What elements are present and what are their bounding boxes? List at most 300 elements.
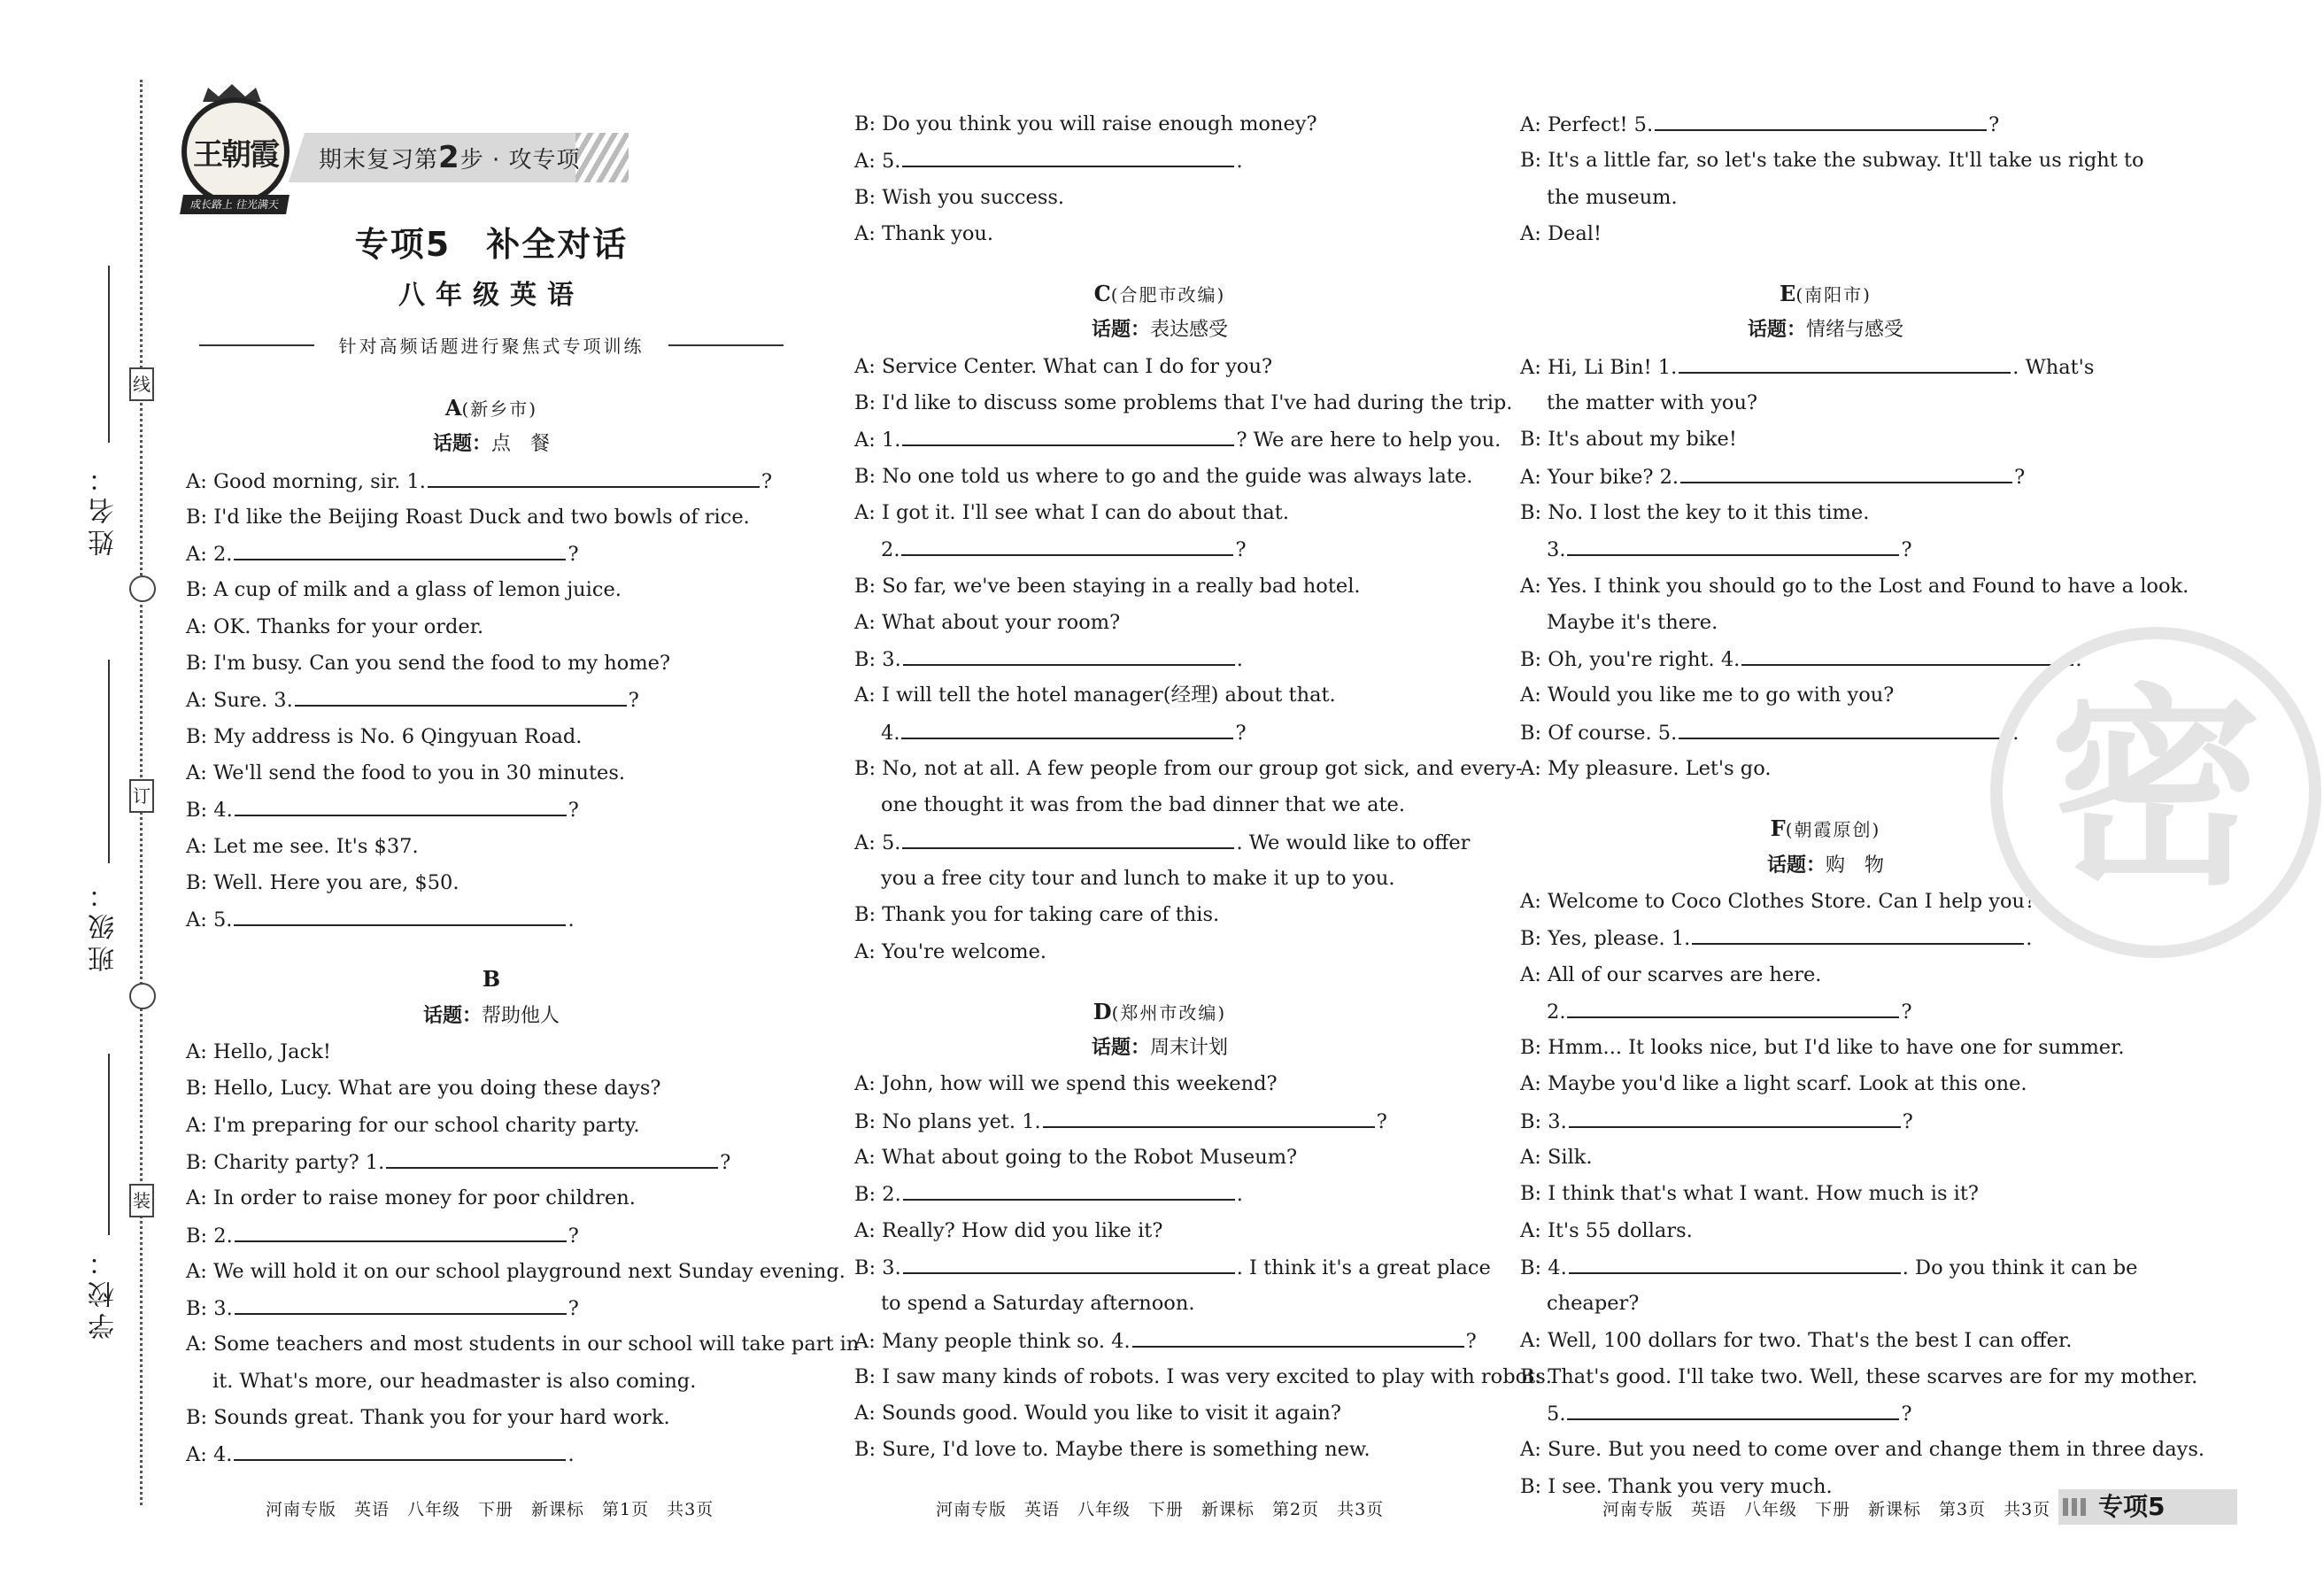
dialogue-text: 3.	[1547, 538, 1566, 562]
dialogue-text: B: So far, we've been staying in a really bad hotel.	[854, 574, 1361, 598]
dialogue-line	[186, 901, 797, 938]
dialogue-text: it. What's more, our headmaster is also coming.	[212, 1369, 697, 1393]
banner-step: 2	[438, 140, 460, 175]
answer-blank[interactable]	[1132, 1323, 1464, 1348]
section-letter: D	[1093, 998, 1112, 1024]
dialogue-text: A: I got it. I'll see what I can do about that.	[854, 500, 1290, 524]
corner-tag: 专项5	[2098, 1492, 2166, 1521]
dialogue-text: B: A cup of milk and a glass of lemon juice.	[186, 578, 622, 602]
dialogue-text: 5.	[1547, 1402, 1566, 1426]
topic-label: 话题：	[1747, 319, 1806, 342]
dialogue-text: A: 5.	[854, 150, 901, 174]
section-title-a	[186, 390, 797, 426]
dialogue-text: B: 3.	[1520, 1109, 1567, 1133]
dialogue-text: B: 2.	[854, 1183, 901, 1207]
answer-blank[interactable]	[235, 792, 567, 816]
dialogue-text: B: 3.	[186, 1297, 233, 1321]
dialogue-text: 4.	[881, 721, 900, 745]
dialogue-text-after: ?	[1902, 1109, 1913, 1133]
dialogue-text: A: It's 55 dollars.	[1520, 1218, 1693, 1242]
dialogue-text: A: John, how will we spend this weekend?	[854, 1072, 1278, 1096]
answer-blank[interactable]	[235, 1290, 567, 1315]
answer-blank[interactable]	[903, 1249, 1235, 1274]
dialogue-line	[854, 1359, 1552, 1395]
dialogue-line	[186, 1364, 797, 1400]
dialogue-text: A: My pleasure. Let's go.	[1520, 757, 1772, 781]
cut-mark-ding: 订	[129, 779, 154, 813]
dialogue-line	[1520, 993, 2131, 1030]
dialogue-text: B: 3.	[854, 648, 901, 672]
dialogue-text-after: ?	[567, 543, 579, 567]
topic-label: 话题：	[1091, 1037, 1150, 1060]
dialogue-text: B: 2.	[186, 1224, 233, 1248]
dialogue-line	[1520, 1066, 2131, 1102]
banner-pre: 期末复习第	[319, 147, 439, 174]
dialogue-text: A: You're welcome.	[854, 939, 1047, 963]
header-logo-banner	[173, 84, 633, 226]
dialogue-text: B: Well. Here you are, $50.	[186, 870, 459, 894]
dialogue-line	[186, 499, 797, 536]
dialogue-text: A: Deal!	[1520, 221, 1602, 245]
dialogue-text-after: . We would like to offer	[1236, 831, 1471, 854]
dialogue-line	[1520, 1030, 2131, 1066]
dialogue-line	[854, 1249, 1491, 1286]
dialogue-text: A: I will tell the hotel manager(经理) about that.	[854, 684, 1336, 707]
dialogue-line	[1520, 1286, 2131, 1322]
dialogue-text-after: ?	[628, 689, 639, 713]
dialogue-line	[186, 572, 797, 608]
dialogue-line	[854, 1140, 1465, 1176]
dialogue-line	[1520, 531, 2131, 568]
answer-blank[interactable]	[235, 1217, 567, 1242]
dialogue-text-after: ?	[761, 469, 773, 493]
dialogue-text: A: Yes. I think you should go to the Lost and Found to have a look.	[1520, 574, 2189, 598]
dialogue-text: A: Hello, Jack!	[186, 1040, 331, 1064]
dialogue-text: B: I'd like to discuss some problems that I've had during the trip.	[854, 391, 1513, 415]
dialogue-line	[854, 1066, 1465, 1102]
column-1	[186, 390, 860, 1473]
dialogue-line	[1520, 349, 2131, 385]
dialogue-text: A: What about going to the Robot Museum?	[854, 1146, 1298, 1170]
dialogue-line	[854, 421, 1502, 458]
dialogue-line	[854, 531, 1465, 568]
dialogue-line	[186, 1326, 860, 1363]
section-letter: A	[444, 395, 462, 421]
dialogue-text: 2.	[1547, 1000, 1566, 1024]
dialogue-text: B: 4.	[186, 799, 233, 823]
dialogue-text: 2.	[881, 538, 900, 562]
dialogue-line	[854, 751, 1523, 787]
cut-mark-xian: 线	[129, 367, 154, 401]
dialogue-text: A: Would you like me to go with you?	[1520, 684, 1895, 707]
cut-circle-icon	[129, 983, 156, 1009]
answer-blank[interactable]	[234, 901, 566, 926]
dialogue-line	[854, 605, 1465, 641]
dialogue-line	[186, 609, 797, 645]
answer-blank[interactable]	[1043, 1103, 1375, 1128]
dialogue-text-after: ?	[2014, 465, 2026, 489]
answer-blank[interactable]	[1569, 1103, 1901, 1128]
dialogue-line	[854, 1213, 1465, 1249]
answer-blank[interactable]	[1567, 1395, 1899, 1420]
section-source: (南阳市)	[1795, 284, 1872, 306]
section-gap	[1520, 252, 2131, 275]
name-field-label: 姓名：	[89, 460, 120, 556]
confidential-watermark-icon	[1988, 624, 2324, 961]
answer-blank[interactable]	[234, 1436, 566, 1461]
dialogue-line	[854, 1103, 1465, 1140]
dialogue-line	[186, 1144, 797, 1180]
topic-label: 话题：	[1091, 319, 1150, 342]
cut-circle-icon	[129, 576, 156, 602]
dialogue-text: B: Sure, I'd love to. Maybe there is something new.	[854, 1438, 1370, 1462]
dialogue-text: B: I see. Thank you very much.	[1520, 1474, 1833, 1498]
dialogue-text: B: Wish you success.	[854, 185, 1065, 209]
dialogue-line	[854, 1432, 1465, 1468]
answer-blank[interactable]	[902, 824, 1234, 849]
dialogue-line	[1520, 180, 2131, 216]
dialogue-text: A: Well, 100 dollars for two. That's the best I can offer.	[1520, 1328, 2073, 1352]
dialogue-line	[1520, 1432, 2205, 1468]
dialogue-text: A: Many people think so. 4.	[854, 1329, 1131, 1353]
dialogue-text-after: .	[1236, 648, 1243, 672]
dialogue-line	[854, 106, 1465, 143]
dialogue-text: B: I saw many kinds of robots. I was very excited to play with robots.	[854, 1364, 1552, 1388]
dialogue-text: B: My address is No. 6 Qingyuan Road.	[186, 724, 583, 748]
footer-page-3: 河南专版 英语 八年级 下册 新课标 第3页 共3页	[1602, 1500, 2051, 1519]
dialogue-line	[1520, 1213, 2131, 1249]
section-topic-e	[1520, 312, 2131, 348]
section-source: (朝霞原创)	[1785, 819, 1881, 841]
dialogue-text: A: 1.	[854, 429, 901, 452]
banner-post: 步 · 攻专项	[459, 147, 581, 174]
dialogue-line	[854, 143, 1465, 179]
dialogue-text: A: Maybe you'd like a light scarf. Look at this one.	[1520, 1072, 2027, 1096]
dialogue-line	[854, 897, 1465, 933]
answer-blank[interactable]	[902, 421, 1234, 446]
banner-stripes	[575, 133, 629, 182]
dialogue-text: A: 5.	[854, 831, 901, 854]
dialogue-line	[1520, 957, 2131, 993]
answer-blank[interactable]	[1692, 920, 2024, 945]
dialogue-text: A: OK. Thanks for your order.	[186, 614, 484, 638]
dialogue-text: B: Of course. 5.	[1520, 721, 1678, 745]
answer-blank[interactable]	[1655, 106, 1987, 131]
dialogue-line	[854, 349, 1465, 385]
dialogue-text: Maybe it's there.	[1547, 610, 1718, 634]
dialogue-line	[186, 536, 797, 572]
dialogue-text-after: ?	[1901, 1402, 1912, 1426]
section-title-c	[854, 275, 1465, 312]
dialogue-text: B: No one told us where to go and the guide was always late.	[854, 464, 1473, 488]
dialogue-text: cheaper?	[1547, 1292, 1640, 1316]
dialogue-text: to spend a Saturday afternoon.	[881, 1292, 1195, 1316]
dialogue-text-after: .	[2026, 927, 2033, 951]
dialogue-line	[186, 1070, 797, 1107]
answer-blank[interactable]	[901, 531, 1233, 556]
dialogue-line	[186, 1217, 797, 1254]
dialogue-text: A: I'm preparing for our school charity party.	[186, 1113, 640, 1137]
dialogue-line	[854, 1323, 1477, 1359]
dialogue-line	[1520, 1176, 2131, 1212]
topic-label: 话题：	[422, 1004, 482, 1027]
dialogue-text-after: ?	[1988, 113, 2000, 136]
section-gap	[854, 252, 1465, 275]
section-letter: E	[1780, 281, 1796, 307]
dialogue-text: A: We'll send the food to you in 30 minutes.	[186, 761, 626, 784]
brand-logo	[181, 97, 290, 205]
dialogue-text: B: No. I lost the key to it this time.	[1520, 500, 1870, 524]
dialogue-text: B: It's a little far, so let's take the subway. It'll take us right to	[1520, 149, 2144, 173]
dialogue-text: A: 5.	[186, 908, 233, 932]
dialogue-line	[854, 824, 1471, 861]
answer-blank[interactable]	[903, 641, 1235, 666]
dialogue-line	[186, 1436, 797, 1472]
dialogue-text-after: ? We are here to help you.	[1236, 429, 1502, 452]
dialogue-text-after: .	[567, 908, 575, 932]
dialogue-line	[1520, 216, 2131, 252]
section-topic-b	[186, 998, 797, 1034]
dialogue-text-after: ?	[1235, 721, 1247, 745]
dialogue-text: B: Charity party? 1.	[186, 1150, 385, 1174]
dialogue-text-after: .	[1236, 1183, 1243, 1207]
dialogue-line	[854, 495, 1465, 531]
dialogue-line	[186, 1034, 797, 1070]
topic-value: 点 餐	[491, 433, 551, 456]
dialogue-text: A: Sure. 3.	[186, 689, 293, 713]
footer-page-1: 河南专版 英语 八年级 下册 新课标 第1页 共3页	[266, 1500, 714, 1519]
answer-blank[interactable]	[1679, 715, 2011, 739]
dialogue-line	[854, 677, 1465, 714]
dialogue-text-after: ?	[1465, 1329, 1477, 1353]
topic-label: 话题：	[1766, 854, 1826, 877]
dialogue-line	[854, 180, 1465, 216]
class-field-line[interactable]	[108, 660, 110, 863]
dialogue-text: B: No plans yet. 1.	[854, 1109, 1041, 1133]
dialogue-line	[854, 934, 1465, 970]
dialogue-text: A: Good morning, sir. 1.	[186, 469, 426, 493]
dialogue-text: the museum.	[1547, 185, 1678, 209]
dialogue-text-after: ?	[567, 1297, 579, 1321]
dialogue-text-after: . What's	[2012, 355, 2095, 379]
topic-label: 话题：	[432, 433, 491, 456]
dialogue-text: B: Do you think you will raise enough money?	[854, 112, 1317, 135]
dialogue-line	[186, 1290, 797, 1326]
dialogue-line	[854, 216, 1465, 252]
answer-blank[interactable]	[903, 1176, 1235, 1201]
class-field-label: 班级：	[89, 877, 120, 972]
dialogue-line	[854, 715, 1465, 751]
dialogue-line	[186, 829, 797, 865]
dialogue-line	[186, 463, 797, 499]
dialogue-text: A: Welcome to Coco Clothes Store. Can I help you?	[1520, 889, 2036, 913]
binding-margin	[0, 0, 159, 1584]
answer-blank[interactable]	[902, 143, 1234, 167]
section-source: (新乡市)	[461, 398, 538, 420]
dialogue-text: A: Hi, Li Bin! 1.	[1520, 355, 1678, 379]
answer-blank[interactable]	[428, 463, 760, 488]
dialogue-text-after: . I think it's a great place	[1236, 1256, 1491, 1279]
dialogue-text: A: Let me see. It's $37.	[186, 834, 419, 858]
dialogue-text-after: ?	[1376, 1109, 1387, 1133]
answer-blank[interactable]	[386, 1144, 718, 1169]
dialogue-text: A: Really? How did you like it?	[854, 1218, 1163, 1242]
tagline: 针对高频话题进行聚焦式专项训练	[199, 332, 784, 358]
dialogue-line	[854, 1395, 1465, 1432]
dialogue-line	[1520, 421, 2131, 458]
answer-blank[interactable]	[295, 682, 627, 707]
answer-blank[interactable]	[1567, 993, 1899, 1018]
dialogue-line	[1520, 459, 2131, 495]
dialogue-text: B: Oh, you're right. 4.	[1520, 648, 1741, 672]
dialogue-line	[1520, 568, 2189, 605]
topic-value: 帮助他人	[482, 1004, 560, 1027]
section-title-b	[186, 961, 797, 997]
answer-blank[interactable]	[234, 536, 566, 560]
school-field-label: 学校：	[89, 1244, 120, 1340]
dialogue-text: you a free city tour and lunch to make it up to you.	[881, 866, 1395, 890]
dialogue-text: B: I'm busy. Can you send the food to my home?	[186, 652, 671, 676]
dialogue-text: A: 2.	[186, 543, 233, 567]
dialogue-text: A: What about your room?	[854, 610, 1121, 634]
dialogue-line	[1520, 143, 2144, 179]
section-gap	[186, 938, 797, 961]
dialogue-line	[854, 861, 1465, 897]
dialogue-text-after: ?	[720, 1150, 731, 1174]
section-topic-d	[854, 1030, 1465, 1066]
section-source: (合肥市改编)	[1110, 284, 1226, 306]
dialogue-text: B: Yes, please. 1.	[1520, 927, 1691, 951]
dialogue-text-after: .	[2075, 648, 2082, 672]
dialogue-line	[1520, 1395, 2131, 1432]
dialogue-line	[186, 682, 797, 718]
section-letter: C	[1093, 281, 1111, 307]
section-gap	[854, 970, 1465, 993]
dialogue-text: A: Perfect! 5.	[1520, 113, 1654, 136]
dialogue-line	[186, 719, 797, 755]
answer-blank[interactable]	[1569, 1249, 1901, 1274]
dialogue-line	[854, 568, 1465, 605]
dialogue-text: B: I think that's what I want. How much is it?	[1520, 1182, 1979, 1206]
topic-value: 情绪与感受	[1806, 319, 1904, 342]
section-title-e	[1520, 275, 2131, 312]
dialogue-line	[1520, 495, 2131, 531]
cut-mark-zhuang: 装	[129, 1184, 154, 1217]
dialogue-text: A: Some teachers and most students in our school will take part in	[186, 1333, 860, 1356]
dialogue-line	[186, 1180, 797, 1217]
dialogue-line	[1520, 385, 2131, 421]
dialogue-line	[186, 865, 797, 901]
dialogue-line	[854, 1176, 1465, 1212]
dialogue-text-after: .	[2012, 721, 2019, 745]
dialogue-text: A: We will hold it on our school playground next Sunday evening.	[186, 1259, 845, 1283]
dialogue-text: A: Service Center. What can I do for you?	[854, 354, 1273, 378]
school-field-line[interactable]	[108, 1054, 110, 1235]
dialogue-line	[1520, 1359, 2198, 1395]
dialogue-line	[186, 1108, 797, 1144]
dialogue-line	[186, 1400, 797, 1436]
dialogue-text: B: Hmm... It looks nice, but I'd like to have one for summer.	[1520, 1036, 2125, 1060]
dialogue-line	[1520, 1103, 2131, 1140]
dialogue-line	[854, 787, 1465, 823]
dialogue-text: B: Sounds great. Thank you for your hard work.	[186, 1406, 670, 1430]
dialogue-text: A: Your bike? 2.	[1520, 465, 1679, 489]
dialogue-text-after: ?	[567, 799, 579, 823]
logo-ribbon: 成长路上 往光满天	[180, 195, 290, 214]
dialogue-text: one thought it was from the bad dinner that we ate.	[881, 793, 1406, 817]
topic-value: 周末计划	[1150, 1037, 1229, 1060]
dialogue-line	[1520, 106, 2131, 143]
dialogue-text-after: ?	[1901, 1000, 1912, 1024]
topic-value: 购 物	[1826, 854, 1885, 877]
section-topic-a	[186, 426, 797, 462]
answer-blank[interactable]	[1679, 349, 2011, 374]
dialogue-text: A: Silk.	[1520, 1146, 1593, 1170]
dialogue-line	[186, 755, 797, 792]
dialogue-line	[854, 459, 1473, 495]
dialogue-line	[1520, 1323, 2131, 1359]
dialogue-line	[854, 385, 1513, 421]
dialogue-text: B: No, not at all. A few people from our group got sick, and every-	[854, 757, 1523, 781]
dialogue-text: the matter with you?	[1547, 391, 1758, 415]
page-subtitle: 八年级英语	[398, 280, 584, 311]
dialogue-line	[186, 645, 797, 682]
dialogue-text-after: ?	[1235, 538, 1247, 562]
dialogue-text: A: In order to raise money for poor children.	[186, 1186, 636, 1210]
dialogue-text: B: Hello, Lucy. What are you doing these days?	[186, 1077, 661, 1101]
section-topic-c	[854, 312, 1465, 348]
topic-value: 表达感受	[1150, 319, 1229, 342]
answer-blank[interactable]	[1567, 531, 1899, 556]
footer-page-2: 河南专版 英语 八年级 下册 新课标 第2页 共3页	[936, 1500, 1385, 1519]
dialogue-text-after: ?	[567, 1224, 579, 1248]
dialogue-text: B: 3.	[854, 1256, 901, 1279]
dialogue-text-after: . Do you think it can be	[1902, 1256, 2138, 1279]
dialogue-line	[1520, 1249, 2138, 1286]
dialogue-text: B: 4.	[1520, 1256, 1567, 1279]
dialogue-line	[854, 641, 1465, 677]
dialogue-text: B: It's about my bike!	[1520, 428, 1737, 452]
dialogue-line	[186, 792, 797, 828]
dialogue-line	[1520, 1140, 2131, 1176]
dialogue-line	[186, 1254, 845, 1290]
watermark-character: 密	[2049, 666, 2263, 914]
dialogue-text: A: Sounds good. Would you like to visit it again?	[854, 1402, 1341, 1426]
dialogue-line	[854, 1286, 1465, 1322]
banner-text	[319, 137, 580, 181]
answer-blank[interactable]	[1680, 459, 2012, 483]
answer-blank[interactable]	[901, 715, 1233, 739]
dialogue-text: A: 4.	[186, 1443, 233, 1467]
dialogue-text: B: Thank you for taking care of this.	[854, 903, 1220, 927]
section-source: (郑州市改编)	[1111, 1001, 1227, 1024]
dialogue-text-after: .	[567, 1443, 575, 1467]
corner-dots-icon	[2063, 1498, 2089, 1516]
name-field-line[interactable]	[108, 266, 110, 443]
section-letter: B	[482, 966, 501, 993]
logo-name: 王朝霞	[193, 136, 278, 173]
page-title: 专项5 补全对话	[354, 225, 629, 264]
dialogue-text: B: That's good. I'll take two. Well, these scarves are for my mother.	[1520, 1364, 2198, 1388]
dialogue-text: A: All of our scarves are here.	[1520, 962, 1822, 986]
dialogue-text-after: .	[1236, 150, 1243, 174]
section-title-d	[854, 993, 1465, 1030]
dialogue-text: A: Thank you.	[854, 221, 994, 245]
dialogue-text: B: I'd like the Beijing Roast Duck and two bowls of rice.	[186, 505, 750, 529]
dialogue-text-after: ?	[1901, 538, 1912, 562]
section-letter: F	[1770, 815, 1786, 842]
dialogue-text: A: Sure. But you need to come over and change them in three days.	[1520, 1438, 2205, 1462]
